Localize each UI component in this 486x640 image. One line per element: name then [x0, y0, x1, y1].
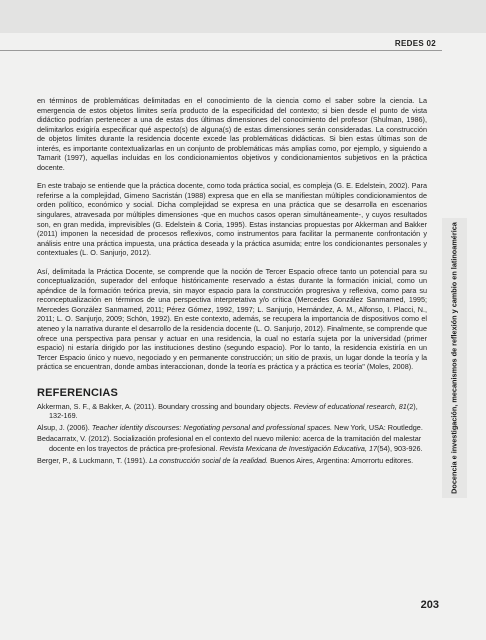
- running-header: REDES 02: [394, 39, 436, 48]
- references-heading: REFERENCIAS: [37, 386, 119, 399]
- top-band: [0, 0, 486, 33]
- page-body: [37, 96, 427, 467]
- paragraph-1: en términos de problemáticas delimitadas en el conocimiento de la ciencia como el saber sobre la ciencia. La emergencia de estos objetos límites sería producto de la especificidad del contexto; si bien desde el punto de vista didáctico podrían pertenecer a una de estas dos últimas dimensiones del conocimiento del profesor (Shulman, 1986), delimitarlos exigiría especificar qué aspecto(s) de alguna(s) de estas dimensiones serán consideradas. La construcción de objetos límites durante la residencia docente excede las problemáticas didácticas. Si bien estas últimas son de interés, es importante contextualizarlas en un conjunto de problemáticas más amplias como, por ejemplo, y siguiendo a Tamarit (1997), aquellas incluidas en los condicionamientos objetivos y condicionamientos subjetivos en la práctica docente.: [37, 96, 427, 172]
- reference-item: Akkerman, S. F., & Bakker, A. (2011). Boundary crossing and boundary objects. Review of educational research, 81(2), 132-169.: [37, 401, 418, 421]
- header-rule: [0, 50, 442, 51]
- side-label: Docencia e investigación, mecanismos de reflexión y cambio en latinoamérica: [449, 222, 459, 494]
- reference-item: Bedacarratx, V. (2012). Socialización profesional en el contexto del nuevo milenio: acerca de la tramitación del malestar docente en los trayectos de práctica pre-profesional. Revista Mexicana de Investigación Educativa, 17(54), 903-926.: [37, 434, 423, 453]
- reference-item: Alsup, J. (2006). Teacher identity discourses: Negotiating personal and professional spaces. New York, USA: Routledge.: [37, 422, 423, 432]
- paragraph-2: En este trabajo se entiende que la práctica docente, como toda práctica social, es compleja (G. E. Edelstein, 2002). Para referirse a la complejidad, Gimeno Sacristán (1988) expresa que en ella se manifiestan múltiples condicionamientos de orden político, económico y social. Dicha complejidad se expresa en una práctica que se desarrolla en escenarios singulares, atravesada por múltiples dimensiones -que en muchos casos operan simultáneamente-, y cuyos resultados son, en gran medida, imprevisibles (G. Edelstein & Coria, 1995). Estas instancias propuestas por Akkerman and Bakker (2011) imponen la necesidad de procesos reflexivos, como instrumentos para facilitar la permanente confrontación y análisis entre una práctica impuesta, una práctica deseada y la práctica asumida; entre los condicionantes personales y contextuales (L. O. Sanjurjo, 2012).: [37, 181, 427, 258]
- paragraph-3: Así, delimitada la Práctica Docente, se comprende que la noción de Tercer Espacio ofrece tanto un potencial para su conceptualización, superador del enfoque históricamente reservado a éstas durante la formación inicial, como un apéndice de la formación teórica previa, sin mayor espacio para la construcción progresiva y reflexiva, como para su reconceptualización en términos de una perspectiva interpretativa y/o crítica (Mercedes González Sanmamed, 1995; Mercedes González Sanmamed, 2011; Pérez Gómez, 1992, 1997; L. Sanjurjo, Hernández, A. M., Alfonso, I. Placci, N., 2011; L. O. Sanjurjo, 2009; Schön, 1992). En este contexto, además, se recupera la importancia de dispositivos como el ateneo y la narrativa durante el desarrollo de la residencia docente (L. O. Sanjurjo, 2012). Finalmente, se comprende que ofrece una perspectiva para pensar y actuar en una residencia, la cual no estaría sujeta por la universidad (primer espacio) ni estaría dirigido por las instituciones destino (segundo espacio). Por lo tanto, la residencia existiría en un Tercer Espacio único y nuevo, negociado y en permanente construcción; un sitio de praxis, un lugar donde la teoría y la práctica se encuentran, donde ambas interaccionan, donde la teoría es práctica y a práctica es teoría" (Moles, 2008).: [37, 266, 427, 372]
- page-number: 203: [420, 599, 439, 611]
- reference-item: Berger, P., & Luckmann, T. (1991). La construcción social de la realidad. Buenos Aires, Argentina: Amorrortu editores.: [37, 455, 414, 465]
